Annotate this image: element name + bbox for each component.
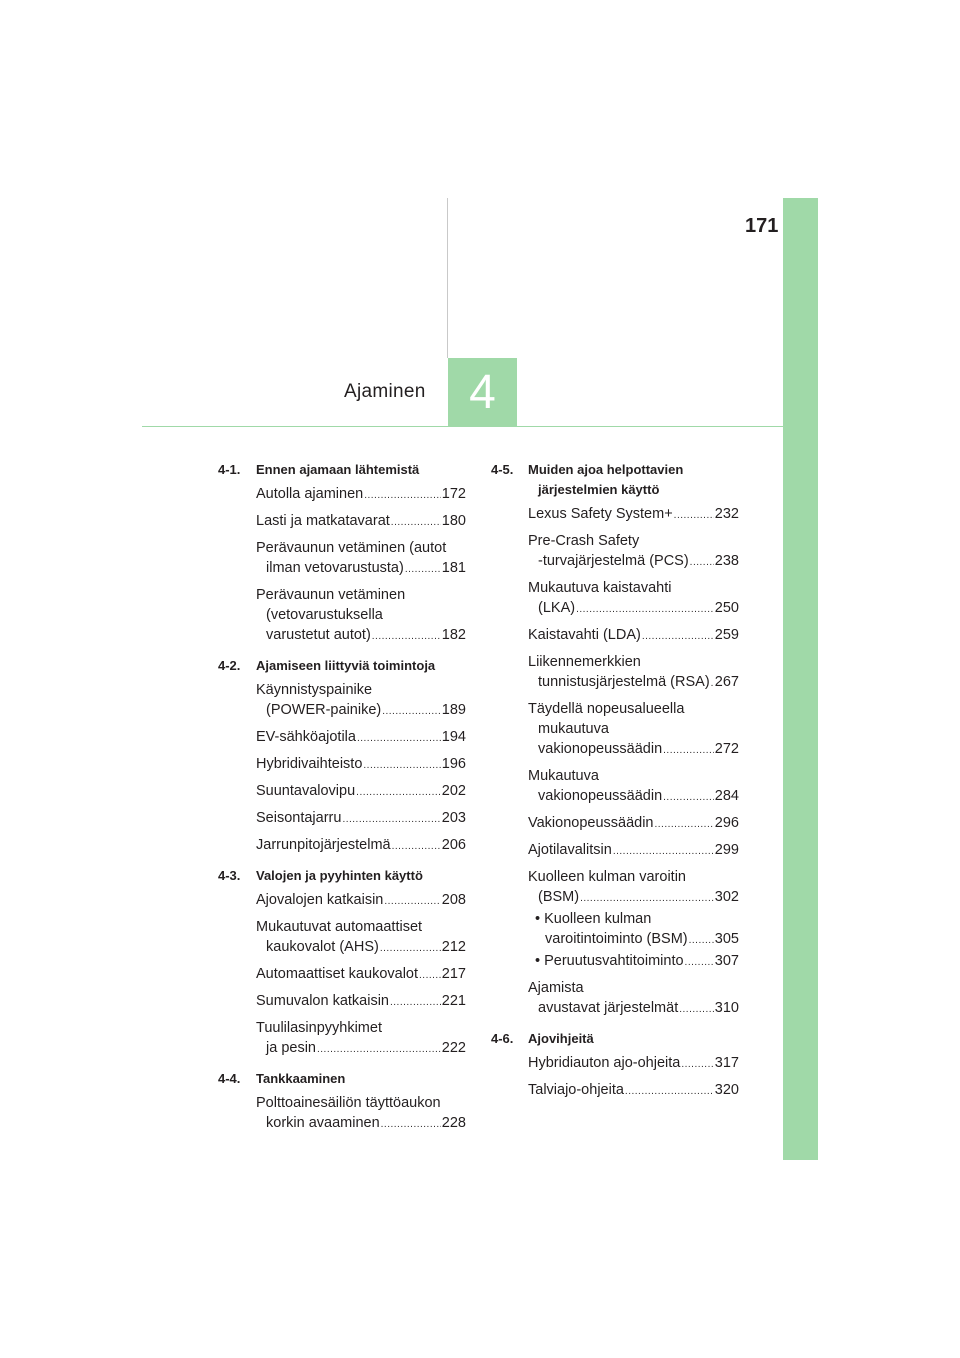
toc-page-number: 181	[441, 560, 466, 576]
toc-entry[interactable]	[528, 766, 739, 808]
toc-entry-text: Ajamista	[528, 980, 584, 996]
toc-entry-text: avustavat järjestelmät	[538, 1000, 679, 1016]
toc-entry-row	[528, 840, 739, 862]
section-title-line: Muiden ajoa helpottavien	[528, 462, 684, 477]
toc-entry-text: -turvajärjestelmä (PCS)	[538, 553, 689, 569]
toc-page-number: 272	[714, 741, 739, 757]
toc-page-number: 228	[441, 1115, 466, 1131]
dot-leader	[380, 939, 441, 959]
toc-entry-text: (LKA)	[538, 600, 576, 616]
toc-entry-text: mukautuva	[538, 721, 609, 737]
toc-entry-text: Kuolleen kulman varoitin	[528, 869, 686, 885]
section-title	[528, 1029, 594, 1049]
toc-entry-text: (POWER-painike)	[266, 702, 382, 718]
dot-leader	[689, 931, 714, 951]
dot-leader	[681, 1055, 713, 1075]
toc-entry-text: Seisontajarru	[256, 810, 342, 826]
section-number: 4-5.	[491, 462, 514, 477]
toc-entry-text: • Kuolleen kulman	[535, 911, 652, 927]
dot-leader	[674, 506, 714, 526]
section-number: 4-3.	[218, 868, 241, 883]
toc-entry-row	[535, 929, 739, 951]
toc-page-number: 310	[714, 1000, 739, 1016]
dot-leader	[679, 1000, 714, 1020]
chapter-title: Ajaminen	[344, 381, 426, 402]
dot-leader	[419, 966, 441, 986]
toc-entry-text: Kaistavahti (LDA)	[528, 627, 641, 643]
toc-entry-text: (BSM)	[538, 889, 580, 905]
section-heading	[218, 866, 466, 886]
toc-entry[interactable]	[256, 1093, 466, 1135]
toc-entry-text: Autolla ajaminen	[256, 486, 364, 502]
dot-leader	[685, 953, 714, 973]
vertical-divider	[447, 198, 448, 358]
section-title	[256, 460, 419, 480]
toc-page-number: 208	[441, 892, 466, 908]
toc-entry-row	[256, 484, 466, 506]
toc-entry-row	[528, 672, 739, 694]
toc-entry-text: Talviajo-ohjeita	[528, 1082, 624, 1098]
section-title	[256, 866, 423, 886]
toc-entry[interactable]	[528, 1053, 739, 1075]
toc-entry[interactable]	[256, 538, 466, 580]
dot-leader	[690, 553, 714, 573]
dot-leader	[364, 486, 441, 506]
toc-entry-row	[256, 511, 466, 533]
toc-entry-row	[256, 625, 466, 647]
toc-entry-text: varoitintoiminto (BSM)	[545, 931, 688, 947]
toc-entry-text: Pre-Crash Safety	[528, 533, 640, 549]
toc-entry-row	[256, 1038, 466, 1060]
dot-leader	[663, 788, 714, 808]
toc-entry-row	[256, 991, 466, 1013]
dot-leader	[580, 889, 714, 909]
dot-leader	[613, 842, 714, 862]
toc-entry[interactable]	[528, 504, 739, 526]
toc-entry-text: Suuntavalovipu	[256, 783, 356, 799]
toc-page-number: 217	[441, 966, 466, 982]
toc-page-number: 299	[714, 842, 739, 858]
toc-page-number: 172	[441, 486, 466, 502]
section-number: 4-6.	[491, 1031, 514, 1046]
toc-entry[interactable]	[256, 890, 466, 912]
dot-leader	[663, 741, 714, 761]
section-title	[256, 656, 435, 676]
toc-entry[interactable]	[528, 578, 739, 620]
toc-page-number: 317	[714, 1055, 739, 1071]
toc-page-number: 296	[714, 815, 739, 831]
toc-entry-text: Perävaunun vetäminen	[256, 587, 406, 603]
toc-entry-row	[256, 781, 466, 803]
toc-left-column	[218, 460, 466, 1140]
toc-page-number: 202	[441, 783, 466, 799]
toc-entry-row	[528, 1080, 739, 1102]
toc-entry[interactable]	[256, 585, 466, 647]
section-heading	[218, 460, 466, 480]
toc-entry[interactable]	[256, 754, 466, 776]
toc-page-number: 221	[441, 993, 466, 1009]
toc-entry[interactable]	[256, 917, 466, 959]
toc-entry-text: Hybridiauton ajo-ohjeita	[528, 1055, 681, 1071]
toc-entry[interactable]	[256, 808, 466, 830]
toc-entry-row	[528, 625, 739, 647]
section-number: 4-4.	[218, 1071, 241, 1086]
toc-entry-row	[256, 727, 466, 749]
toc-page-number: 189	[441, 702, 466, 718]
section-title-line: Ajovihjeitä	[528, 1031, 594, 1046]
toc-page-number: 302	[714, 889, 739, 905]
toc-entry[interactable]	[256, 835, 466, 857]
toc-entry-text: Hybridivaihteisto	[256, 756, 363, 772]
toc-entry-row	[256, 700, 466, 722]
toc-entry-row	[256, 808, 466, 830]
toc-page-number: 267	[714, 674, 739, 690]
toc-entry-text: Ajotilavalitsin	[528, 842, 612, 858]
toc-entry-text: Täydellä nopeusalueella	[528, 701, 685, 717]
dot-leader	[642, 627, 714, 647]
toc-entry[interactable]	[256, 781, 466, 803]
toc-entry-row	[528, 739, 739, 761]
section-title-line: Ajamiseen liittyviä toimintoja	[256, 658, 436, 673]
toc-entry-row	[256, 754, 466, 776]
dot-leader	[363, 756, 440, 776]
section-number: 4-1.	[218, 462, 241, 477]
toc-page-number: 203	[441, 810, 466, 826]
toc-right-column	[491, 460, 739, 1107]
toc-entry[interactable]	[256, 484, 466, 506]
toc-entry-text: Perävaunun vetäminen (autot	[256, 540, 447, 556]
toc-page-number: 222	[441, 1040, 466, 1056]
toc-entry-row	[528, 786, 739, 808]
toc-page-number: 238	[714, 553, 739, 569]
dot-leader	[317, 1040, 441, 1060]
section-title	[528, 460, 683, 500]
toc-entry-text: • Peruutusvahtitoiminto	[535, 953, 684, 969]
toc-entry[interactable]	[535, 951, 739, 973]
toc-entry-text: tunnistusjärjestelmä (RSA)	[538, 674, 710, 690]
toc-entry-text: Lexus Safety System+	[528, 506, 673, 522]
section-title-line: järjestelmien käyttö	[538, 482, 660, 497]
toc-entry[interactable]	[256, 964, 466, 986]
toc-entry-text: Käynnistyspainike	[256, 682, 373, 698]
toc-entry-text: varustetut autot)	[266, 627, 371, 643]
toc-entry-text: ilman vetovarustusta)	[266, 560, 404, 576]
toc-entry-row	[535, 951, 739, 973]
toc-page-number: 259	[714, 627, 739, 643]
toc-page-number: 307	[714, 953, 739, 969]
toc-entry-row	[528, 504, 739, 526]
toc-page-number: 194	[441, 729, 466, 745]
toc-entry-text: Mukautuva	[528, 768, 599, 784]
dot-leader	[711, 674, 714, 694]
toc-entry-text: vakionopeussäädin	[538, 741, 663, 757]
dot-leader	[384, 892, 440, 912]
toc-entry[interactable]	[528, 1080, 739, 1102]
section-title	[256, 1069, 345, 1089]
toc-entry-text: Ajovalojen katkaisin	[256, 892, 384, 908]
toc-entry-text: vakionopeussäädin	[538, 788, 663, 804]
toc-entry-text: Polttoainesäiliön täyttöaukon	[256, 1095, 441, 1111]
chapter-number: 4	[469, 365, 496, 419]
dot-leader	[357, 729, 441, 749]
toc-page-number: 206	[441, 837, 466, 853]
toc-entry[interactable]	[528, 531, 739, 573]
dot-leader	[372, 627, 441, 647]
toc-entry-text: Automaattiset kaukovalot	[256, 966, 419, 982]
toc-entry-text: kaukovalot (AHS)	[266, 939, 379, 955]
toc-entry[interactable]	[528, 652, 739, 694]
toc-entry-row	[256, 890, 466, 912]
toc-entry-row	[528, 551, 739, 573]
dot-leader	[382, 702, 441, 722]
toc-entry[interactable]	[528, 813, 739, 835]
dot-leader	[392, 837, 441, 857]
horizontal-divider	[142, 426, 783, 427]
toc-entry-text: (vetovarustuksella	[266, 607, 383, 623]
toc-entry-text: Tuulilasinpyyhkimet	[256, 1020, 382, 1036]
section-heading	[491, 460, 739, 500]
toc-entry[interactable]	[256, 680, 466, 722]
toc-page-number: 180	[441, 513, 466, 529]
section-heading	[218, 1069, 466, 1089]
toc-entry[interactable]	[535, 909, 739, 951]
toc-entry-text: Sumuvalon katkaisin	[256, 993, 389, 1009]
section-title-line: Tankkaaminen	[256, 1071, 346, 1086]
toc-entry-row	[256, 964, 466, 986]
toc-entry[interactable]	[528, 867, 739, 909]
section-title-line: Valojen ja pyyhinten käyttö	[256, 868, 423, 883]
chapter-side-tab	[783, 198, 818, 1160]
dot-leader	[655, 815, 714, 835]
toc-entry-text: EV-sähköajotila	[256, 729, 356, 745]
dot-leader	[576, 600, 714, 620]
toc-entry-row	[256, 835, 466, 857]
toc-entry[interactable]	[528, 978, 739, 1020]
toc-entry-text: Mukautuva kaistavahti	[528, 580, 672, 596]
toc-entry-text: Vakionopeussäädin	[528, 815, 654, 831]
toc-page-number: 284	[714, 788, 739, 804]
toc-page-number: 182	[441, 627, 466, 643]
toc-entry[interactable]	[256, 991, 466, 1013]
toc-entry-row	[528, 887, 739, 909]
dot-leader	[405, 560, 441, 580]
toc-entry-row	[256, 937, 466, 959]
toc-entry-text: ja pesin	[266, 1040, 316, 1056]
toc-page-number: 320	[714, 1082, 739, 1098]
toc-page-number: 305	[714, 931, 739, 947]
toc-page-number: 250	[714, 600, 739, 616]
toc-entry-row	[528, 998, 739, 1020]
toc-entry-text: Mukautuvat automaattiset	[256, 919, 423, 935]
dot-leader	[381, 1115, 441, 1135]
toc-entry-row	[528, 598, 739, 620]
toc-entry-text: Lasti ja matkatavarat	[256, 513, 390, 529]
toc-page-number: 212	[441, 939, 466, 955]
toc-entry-row	[256, 558, 466, 580]
section-title-line: Ennen ajamaan lähtemistä	[256, 462, 420, 477]
toc-page-number: 196	[441, 756, 466, 772]
toc-entry-row	[256, 1113, 466, 1135]
dot-leader	[342, 810, 440, 830]
page-number: 171	[745, 215, 779, 237]
dot-leader	[356, 783, 441, 803]
toc-entry[interactable]	[528, 699, 739, 761]
toc-entry-text: korkin avaaminen	[266, 1115, 380, 1131]
section-heading	[218, 656, 466, 676]
toc-entry[interactable]	[256, 1018, 466, 1060]
dot-leader	[625, 1082, 714, 1102]
toc-entry-row	[528, 813, 739, 835]
dot-leader	[390, 993, 441, 1013]
chapter-number-box	[448, 358, 517, 426]
dot-leader	[391, 513, 441, 533]
toc-entry-text: Liikennemerkkien	[528, 654, 641, 670]
toc-entry[interactable]	[256, 511, 466, 533]
toc-entry[interactable]	[528, 625, 739, 647]
toc-entry[interactable]	[256, 727, 466, 749]
toc-entry[interactable]	[528, 840, 739, 862]
section-heading	[491, 1029, 739, 1049]
section-number: 4-2.	[218, 658, 241, 673]
toc-page-number: 232	[714, 506, 739, 522]
toc-entry-row	[528, 1053, 739, 1075]
toc-entry-text: Jarrunpitojärjestelmä	[256, 837, 391, 853]
